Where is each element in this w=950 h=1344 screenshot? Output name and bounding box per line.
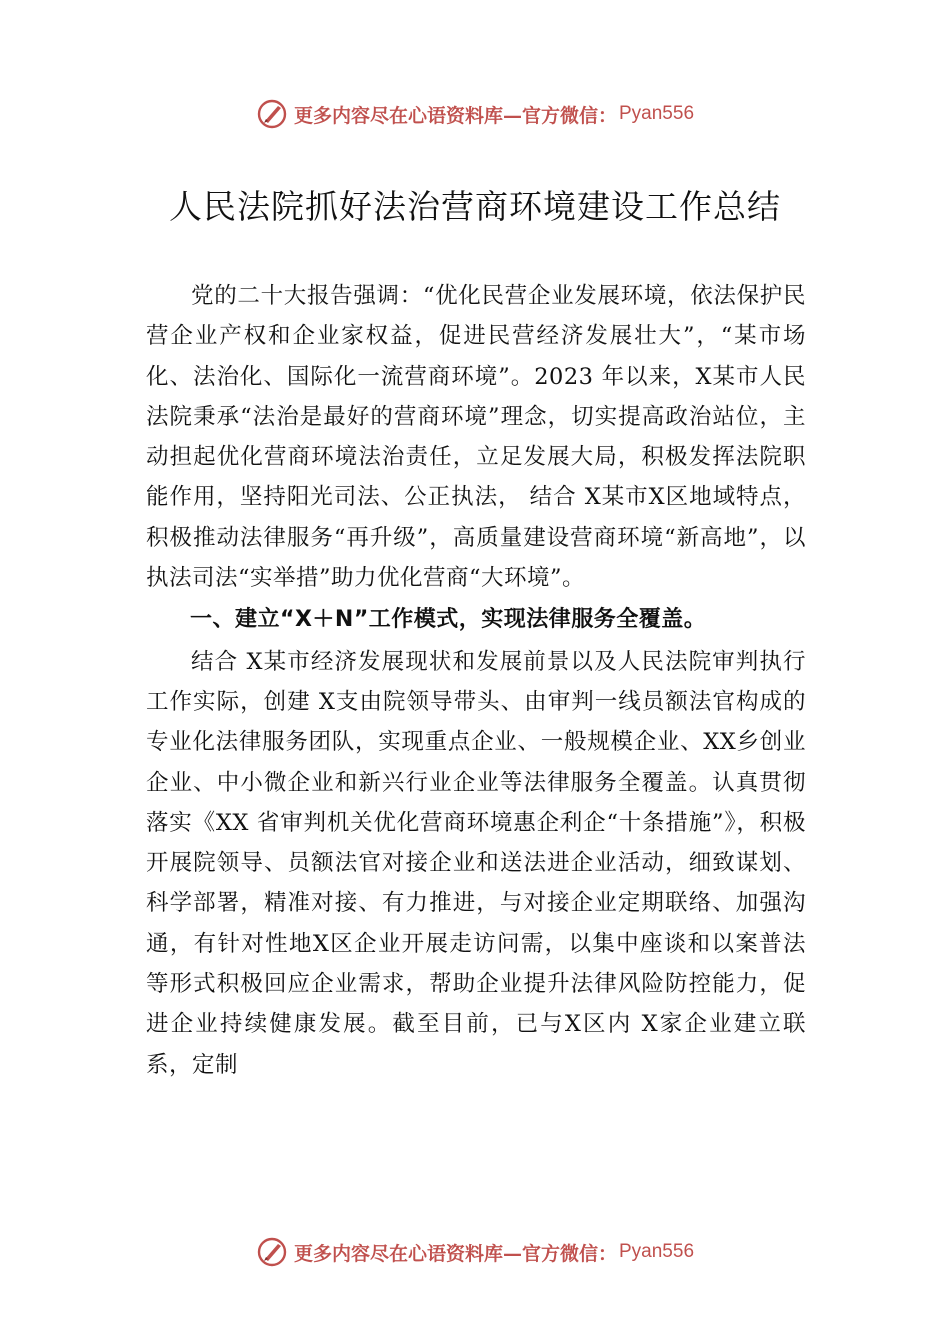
watermark-text: 更多内容尽在心语资料库—官方微信： <box>293 104 617 127</box>
section-heading-1: 一、建立“X＋N”工作模式，实现法律服务全覆盖。 <box>190 607 707 633</box>
watermark-footer <box>0 1232 950 1272</box>
document-title: 人民法院抓好法治营商环境建设工作总结 <box>169 187 781 226</box>
section-1-paragraph: 结合 X某市经济发展现状和发展前景以及人民法院审判执行工作实际，创建 X支由院领导带头、由审判一线员额法官构成的专业化法律服务团队，实现重点企业、一般规模企业、XX乡创业企业、中小微企业和新兴行业企业等法律服务全覆盖。认真贯彻落实《XX 省审判机关优化营商环境惠企利企“十条措施”》，积极开展院领导、员额法官对接企业和送法进企业活动，细致谋划、科学部署，精准对接、有力推进，与对接企业定期联络、加强沟通，有针对性地X区企业开展走访问需，以集中座谈和以案普法等形式积极回应企业需求，帮助企业提升法律风险防控能力，促进企业持续健康发展。截至目前，已与X区内 X家企业建立联系，定制 <box>146 648 806 1078</box>
watermark-wechat-id: Pyan556 <box>619 1241 695 1262</box>
pen-logo-icon <box>256 1236 288 1268</box>
watermark-header <box>0 94 950 134</box>
watermark-text: 更多内容尽在心语资料库—官方微信： <box>293 1242 617 1265</box>
document-body <box>146 276 806 1085</box>
intro-paragraph: 党的二十大报告强调：“优化民营企业发展环境，依法保护民营企业产权和企业家权益，促进民营经济发展壮大”，“某市场化、法治化、国际化一流营商环境”。2023 年以来，X某市人民法院秉承“法治是最好的营商环境”理念，切实提高政治站位，主动担起优化营商环境法治责任，立足发展大局，积极发挥法院职能作用，坚持阳光司法、公正执法， 结合 X某市X区地域特点，积极推动法律服务“再升级”，高质量建设营商环境“新高地”，以执法司法“实举措”助力优化营商“大环境”。 <box>146 283 806 592</box>
pen-logo-icon <box>256 98 288 130</box>
watermark-wechat-id: Pyan556 <box>619 103 695 124</box>
